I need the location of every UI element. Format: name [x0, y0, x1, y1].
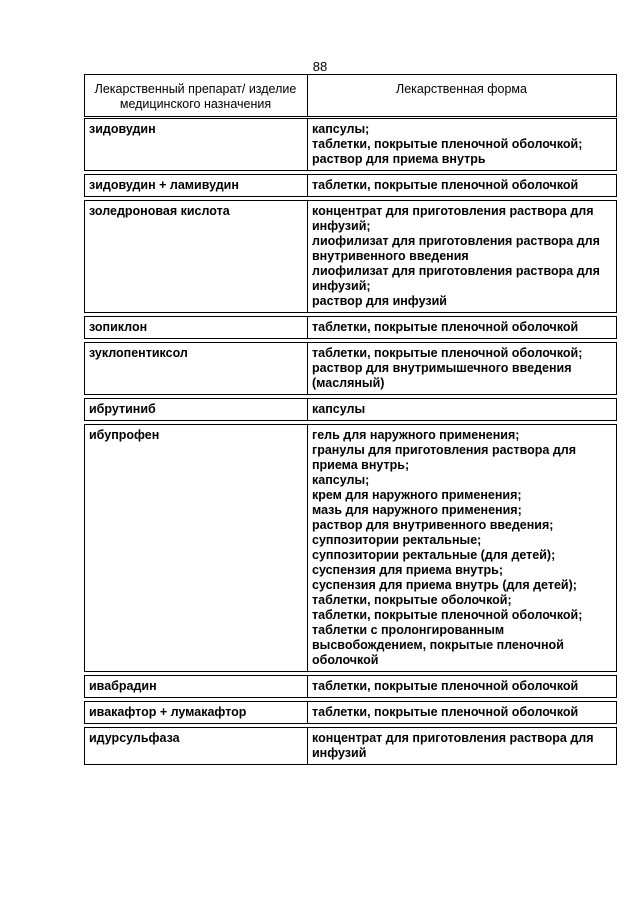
table-header-row [85, 75, 617, 118]
drug-form-line: лиофилизат для приготовления раствора для внутривенного введения [312, 234, 600, 263]
drug-name-cell: ибрутиниб [85, 399, 308, 421]
drug-form-line: раствор для инфузий [312, 294, 447, 308]
drug-form-cell [308, 201, 617, 313]
drug-form-cell [308, 676, 617, 698]
drug-name-cell: идурсульфаза [85, 728, 308, 765]
drug-form-line: капсулы [312, 402, 366, 416]
drug-form-line: суспензия для приема внутрь; [312, 563, 504, 577]
table-row [85, 175, 617, 197]
table-row [85, 676, 617, 698]
drug-form-line: капсулы; [312, 122, 370, 136]
drug-form-line: раствор для приема внутрь [312, 152, 486, 166]
drug-form-line: таблетки, покрытые пленочной оболочкой [312, 679, 579, 693]
drug-form-line: суппозитории ректальные; [312, 533, 482, 547]
drug-form-line: капсулы; [312, 473, 370, 487]
drug-form-line: раствор для внутримышечного введения (масляный) [312, 361, 572, 390]
drug-name-cell: зопиклон [85, 317, 308, 339]
drug-form-line: раствор для внутривенного введения; [312, 518, 554, 532]
drug-name-cell: золедроновая кислота [85, 201, 308, 313]
table-row [85, 118, 617, 171]
drug-form-line: таблетки, покрытые пленочной оболочкой [312, 320, 579, 334]
drug-form-line: мазь для наружного применения; [312, 503, 522, 517]
drug-form-cell [308, 175, 617, 197]
drug-form-cell [308, 702, 617, 724]
table-row [85, 343, 617, 395]
table-row [85, 201, 617, 313]
header-drug: Лекарственный препарат/ изделие медицинского назначения [85, 75, 308, 118]
drug-form-line: таблетки, покрытые пленочной оболочкой; [312, 346, 583, 360]
drug-form-line: таблетки, покрытые пленочной оболочкой; [312, 608, 583, 622]
drug-form-line: таблетки, покрытые пленочной оболочкой [312, 705, 579, 719]
drug-name-cell: зуклопентиксол [85, 343, 308, 395]
drug-form-cell [308, 317, 617, 339]
table-body [85, 118, 617, 765]
drug-form-cell [308, 343, 617, 395]
table-row [85, 728, 617, 765]
table-row [85, 399, 617, 421]
drug-form-line: таблетки, покрытые пленочной оболочкой; [312, 137, 583, 151]
table-row [85, 425, 617, 672]
drug-form-line: таблетки, покрытые оболочкой; [312, 593, 512, 607]
drug-form-line: гель для наружного применения; [312, 428, 520, 442]
drug-name-cell: зидовудин + ламивудин [85, 175, 308, 197]
drug-name-cell: ивабрадин [85, 676, 308, 698]
page-number: 88 [312, 59, 328, 74]
drug-name-cell: зидовудин [85, 118, 308, 171]
drug-form-cell [308, 425, 617, 672]
drug-form-line: таблетки с пролонгированным высвобождением, покрытые пленочной оболочкой [312, 623, 564, 667]
drug-form-line: гранулы для приготовления раствора для приема внутрь; [312, 443, 576, 472]
drug-form-line: крем для наружного применения; [312, 488, 522, 502]
drug-form-line: таблетки, покрытые пленочной оболочкой [312, 178, 579, 192]
header-form: Лекарственная форма [308, 75, 617, 118]
drug-form-cell [308, 728, 617, 765]
drug-form-line: концентрат для приготовления раствора для инфузий; [312, 204, 594, 233]
drug-form-cell [308, 118, 617, 171]
drug-form-line: суспензия для приема внутрь (для детей); [312, 578, 577, 592]
table-row [85, 317, 617, 339]
drug-table [84, 74, 617, 765]
drug-form-line: лиофилизат для приготовления раствора для инфузий; [312, 264, 600, 293]
drug-form-cell [308, 399, 617, 421]
drug-form-line: концентрат для приготовления раствора для инфузий [312, 731, 594, 760]
drug-name-cell: ибупрофен [85, 425, 308, 672]
table-row [85, 702, 617, 724]
drug-form-line: суппозитории ректальные (для детей); [312, 548, 556, 562]
drug-name-cell: ивакафтор + лумакафтор [85, 702, 308, 724]
